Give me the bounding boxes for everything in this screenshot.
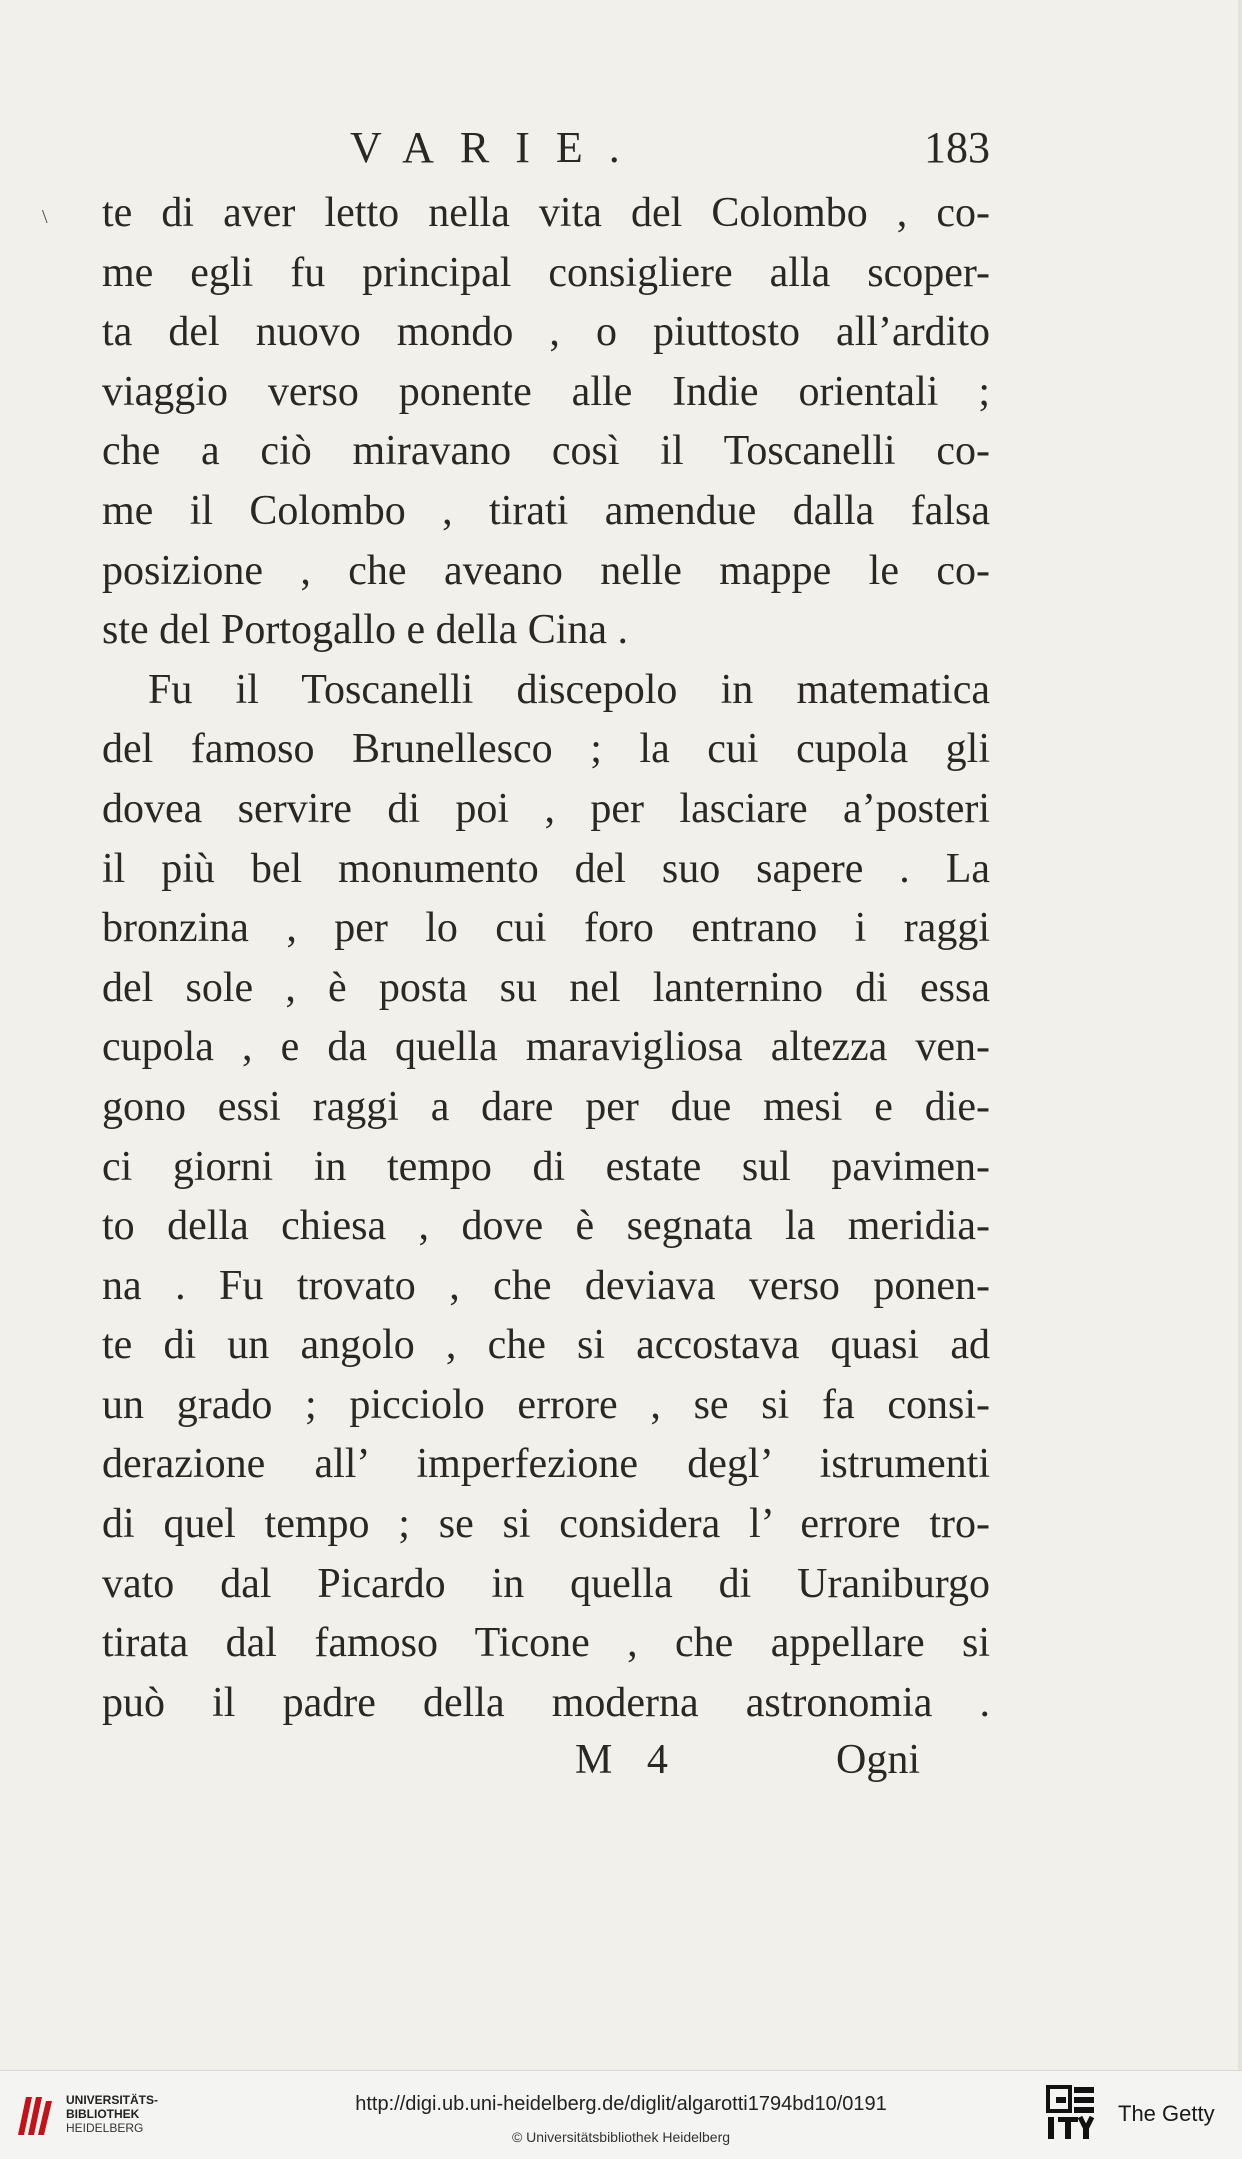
getty-logo-icon[interactable]: [1046, 2085, 1098, 2143]
getty-label[interactable]: The Getty: [1118, 2101, 1215, 2126]
text-line: dovea servire di poi , per lasciare a’posteri: [102, 785, 990, 832]
page-number: 183: [924, 123, 990, 172]
viewer-footer-bar: [0, 2070, 1242, 2159]
text-line: na . Fu trovato , che deviava verso ponen-: [102, 1262, 990, 1309]
running-title: VARIE.: [350, 123, 646, 172]
library-name-line: BIBLIOTHEK: [66, 2107, 140, 2121]
text-line: te di aver letto nella vita del Colombo , co-: [102, 190, 990, 236]
text-line: del sole , è posta su nel lanternino di essa: [102, 964, 990, 1011]
text-line: bronzina , per lo cui foro entrano i raggi: [102, 905, 990, 952]
text-line: il più bel monumento del suo sapere . La: [102, 845, 990, 892]
page-header: [100, 122, 990, 182]
text-line: un grado ; picciolo errore , se si fa consi-: [102, 1381, 990, 1428]
text-line: ci giorni in tempo di estate sul pavimen-: [102, 1143, 990, 1190]
text-line: che a ciò miravano così il Toscanelli co-: [102, 428, 990, 475]
text-line: di quel tempo ; se si considera l’ errore tro-: [102, 1501, 990, 1548]
text-line: me egli fu principal consigliere alla scoper-: [102, 249, 990, 296]
text-line: me il Colombo , tirati amendue dalla falsa: [102, 487, 990, 534]
body-text: [102, 184, 990, 1733]
text-line: vato dal Picardo in quella di Uraniburgo: [102, 1560, 990, 1607]
text-line: ta del nuovo mondo , o piuttosto all’ardito: [102, 309, 990, 356]
margin-mark: \: [42, 206, 48, 228]
copyright-notice: © Universitätsbibliothek Heidelberg: [511, 2129, 731, 2145]
library-name-line: UNIVERSITÄTS-: [66, 2093, 159, 2107]
text-line: viaggio verso ponente alle Indie orientali ;: [102, 368, 990, 415]
signature-mark: M 4: [575, 1737, 680, 1783]
text-line: te di un angolo , che si accostava quasi ad: [102, 1322, 990, 1369]
text-line: gono essi raggi a dare per due mesi e die-: [102, 1083, 990, 1130]
text-line: ste del Portogallo e della Cina .: [102, 607, 629, 654]
catchword: Ogni: [836, 1737, 920, 1783]
text-line: Fu il Toscanelli discepolo in matematica: [148, 666, 990, 713]
text-line: del famoso Brunellesco ; la cui cupola gli: [102, 726, 990, 773]
text-line: to della chiesa , dove è segnata la meridia-: [102, 1203, 990, 1250]
permalink-url[interactable]: http://digi.ub.uni-heidelberg.de/diglit/algarotti1794bd10/0191: [355, 2093, 887, 2115]
text-line: posizione , che aveano nelle mappe le co-: [102, 547, 990, 594]
text-line: tirata dal famoso Ticone , che appellare si: [102, 1620, 990, 1667]
text-line: derazione all’ imperfezione degl’ istrumenti: [102, 1441, 990, 1488]
text-line: cupola , e da quella maravigliosa altezza ven-: [102, 1024, 990, 1071]
library-name-line: HEIDELBERG: [66, 2121, 144, 2135]
page-footer: [0, 1736, 1242, 1796]
text-line: può il padre della moderna astronomia .: [102, 1679, 990, 1726]
